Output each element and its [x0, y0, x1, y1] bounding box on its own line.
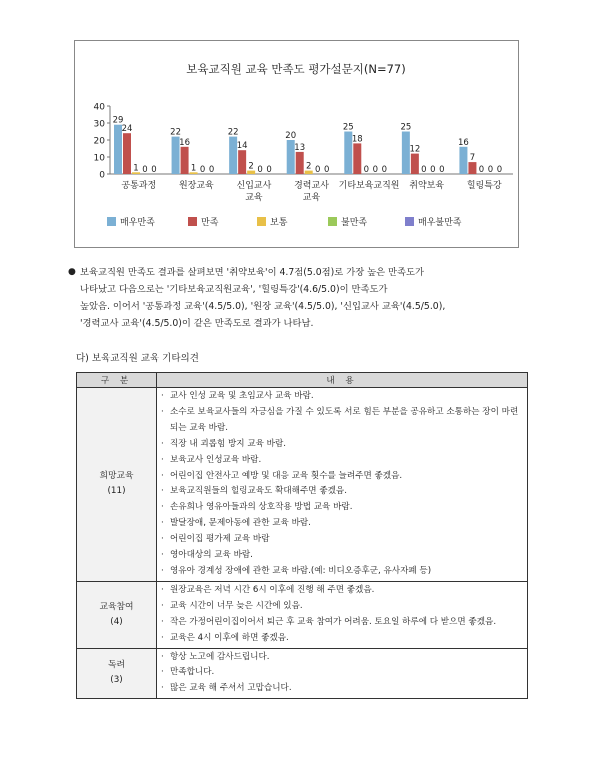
header-content: 내 용 — [157, 373, 528, 388]
list-item-text: 원장교육은 저녁 시간 6시 이후에 진행 해 주면 좋겠음. — [170, 584, 375, 595]
x-tick-label: 기타보육교직원 — [338, 181, 400, 191]
bar — [181, 147, 189, 174]
list-item-text: 교육은 4시 이후에 하면 좋겠음. — [170, 632, 289, 643]
data-label: 22 — [170, 127, 181, 138]
category-cell — [77, 648, 157, 699]
legend-swatch — [188, 217, 197, 226]
list-item — [161, 532, 521, 548]
list-item — [161, 665, 521, 681]
bullet-dot-icon: · — [161, 534, 164, 545]
data-label: 0 — [421, 165, 427, 175]
bullet-dot-icon: · — [161, 486, 164, 497]
data-label: 13 — [294, 142, 306, 153]
data-label: 24 — [121, 124, 133, 135]
x-tick-label: 공통과정 — [121, 181, 157, 191]
y-tick-label: 0 — [99, 170, 105, 181]
bullet-dot-icon: · — [161, 454, 164, 465]
bullet-dot-icon: · — [161, 550, 164, 561]
summary-line: '경력교사 교육'(4.5/5.0)이 같은 만족도로 결과가 나타남. — [80, 318, 314, 329]
list-item-text: 많은 교육 해 주셔서 고맙습니다. — [170, 683, 292, 694]
category-cell — [77, 581, 157, 648]
list-item — [161, 453, 521, 469]
data-label: 20 — [285, 131, 297, 141]
legend-swatch — [328, 217, 337, 226]
bullet-dot-icon: · — [161, 632, 164, 643]
data-label: 2 — [306, 161, 312, 172]
data-label: 0 — [381, 165, 387, 175]
chart-title: 보육교직원 교육 만족도 평가설문지(N=77) — [186, 62, 406, 76]
data-label: 0 — [142, 165, 148, 175]
list-item — [161, 516, 521, 532]
list-item — [161, 469, 521, 485]
list-item-text: 만족합니다. — [170, 667, 215, 678]
y-tick-label: 20 — [93, 136, 105, 147]
opinion-list — [157, 388, 527, 581]
content-cell — [157, 648, 528, 699]
bullet-dot-icon: · — [161, 518, 164, 529]
list-item — [161, 389, 521, 405]
bar — [353, 143, 361, 174]
list-item-text: 발달장애, 문제아동에 관한 교육 바람. — [170, 518, 311, 529]
y-tick-label: 10 — [93, 153, 105, 164]
bar — [468, 162, 476, 174]
category-label: 교육참여 — [99, 601, 134, 612]
legend-label: 매우만족 — [120, 218, 155, 228]
bullet-dot-icon: · — [161, 616, 164, 627]
list-item — [161, 548, 521, 564]
bullet-dot-icon: · — [161, 391, 164, 401]
list-item-text: 보육교직원들의 힐링교육도 확대해주면 좋겠음. — [170, 486, 347, 497]
data-label: 29 — [112, 115, 124, 126]
summary-paragraph — [68, 264, 550, 332]
data-label: 0 — [151, 165, 157, 175]
list-item — [161, 631, 521, 647]
data-label: 12 — [409, 144, 421, 155]
bullet-dot-icon: · — [161, 565, 164, 576]
data-label: 25 — [400, 122, 412, 133]
legend-swatch — [107, 217, 116, 226]
data-label: 25 — [342, 122, 354, 133]
data-label: 0 — [257, 165, 263, 175]
category-count: (11) — [107, 486, 126, 497]
bar — [123, 133, 131, 174]
table-row — [77, 581, 528, 648]
category-label: 희망교육 — [99, 471, 134, 482]
x-tick-label: 신입교사 교육 — [236, 181, 272, 203]
list-item — [161, 500, 521, 516]
legend-label: 매우불만족 — [418, 218, 462, 228]
data-label: 0 — [363, 165, 369, 175]
content-cell — [157, 388, 528, 582]
satisfaction-chart — [74, 40, 519, 248]
list-item — [161, 583, 521, 599]
data-label: 0 — [208, 165, 215, 175]
x-tick-label: 원장교육 — [178, 181, 214, 191]
list-item-text: 보육교사 인성교육 바람. — [170, 454, 262, 465]
bar — [459, 147, 467, 174]
summary-line: 높았음. 이어서 '공통과정 교육'(4.5/5.0), '원장 교육'(4.5/5.0), '신입교사 교육'(4.5/5.0), — [80, 301, 446, 312]
header-category: 구 분 — [77, 373, 157, 388]
data-label: 16 — [179, 137, 190, 148]
data-label: 14 — [236, 141, 248, 152]
data-label: 22 — [227, 127, 239, 138]
list-item — [161, 681, 521, 697]
data-label: 0 — [439, 165, 445, 175]
table-row — [77, 648, 528, 699]
category-count: (4) — [110, 616, 123, 627]
bullet-dot-icon: · — [161, 683, 164, 694]
bullet-dot-icon: · — [161, 600, 164, 611]
list-item-text: 소수로 보육교사들의 자긍심을 가질 수 있도록 서로 힘든 부분을 공유하고 소통하는 장이 마련되는 교육 바람. — [170, 406, 519, 433]
data-label: 0 — [496, 165, 503, 175]
y-tick-label: 30 — [93, 119, 105, 130]
category-label: 독려 — [108, 660, 125, 671]
table-row — [77, 388, 528, 582]
bar — [296, 152, 304, 174]
legend-swatch — [257, 217, 266, 226]
list-item-text: 어린이집 평가제 교육 바람 — [170, 534, 270, 545]
bullet-dot-icon: · — [161, 502, 164, 513]
data-label: 1 — [133, 163, 139, 174]
category-cell — [77, 388, 157, 582]
x-tick-label: 경력교사 교육 — [294, 181, 329, 203]
legend-label: 만족 — [201, 218, 219, 228]
bullet-dot-icon: · — [161, 584, 164, 595]
data-label: 0 — [372, 165, 378, 175]
list-item — [161, 405, 521, 437]
legend-label: 보통 — [270, 218, 288, 228]
list-item — [161, 599, 521, 615]
bullet-dot-icon: · — [161, 406, 164, 417]
list-item-text: 교육 시간이 너무 늦은 시간에 있음. — [170, 600, 303, 611]
chart-canvas — [75, 41, 518, 247]
list-item-text: 교사 인성 교육 및 초임교사 교육 바람. — [170, 391, 314, 401]
legend-label: 불만족 — [341, 218, 368, 228]
section-heading: 다) 보육교직원 교육 기타의견 — [76, 353, 199, 364]
data-label: 7 — [469, 153, 476, 164]
y-tick-label: 40 — [93, 102, 105, 113]
data-label: 16 — [458, 137, 469, 148]
bullet-dot-icon: · — [161, 667, 164, 678]
bullet-dot-icon: · — [161, 438, 164, 449]
bullet-icon: ● — [68, 267, 76, 277]
bar — [238, 150, 246, 174]
summary-line: 보육교직원 만족도 결과를 살펴보면 '취약보육'이 4.7점(5.0점)로 가장 높은 만족도가 — [80, 267, 424, 278]
list-item-text: 영유아 경계성 장애에 관한 교육 바람.(예: 비디오증후군, 유사자폐 등) — [170, 565, 432, 576]
data-label: 18 — [351, 134, 363, 145]
list-item — [161, 484, 521, 500]
table-header-row — [77, 373, 528, 388]
data-label: 0 — [478, 165, 485, 175]
list-item — [161, 615, 521, 631]
bar — [411, 154, 419, 174]
content-cell — [157, 581, 528, 648]
list-item-text: 작은 가정어린이집이어서 퇴근 후 교육 참여가 어려움. 토요일 하루에 다 받으면 좋겠음. — [170, 616, 497, 627]
data-label: 1 — [190, 163, 197, 174]
data-label: 0 — [266, 165, 272, 175]
x-tick-label: 취약보육 — [409, 181, 445, 191]
list-item-text: 손유희나 영유아들과의 상호작용 방법 교육 바람. — [170, 502, 353, 513]
data-label: 0 — [199, 165, 206, 175]
data-label: 0 — [315, 165, 321, 175]
list-item-text: 직장 내 괴롭힘 방지 교육 바람. — [170, 438, 287, 449]
category-count: (3) — [110, 675, 123, 686]
list-item — [161, 650, 521, 666]
opinion-list — [157, 582, 527, 648]
bullet-dot-icon: · — [161, 470, 164, 481]
data-label: 0 — [487, 165, 494, 175]
list-item — [161, 564, 521, 580]
data-label: 0 — [430, 165, 436, 175]
summary-line: 나타났고 다음으로는 '기타보육교직원교육', '힐링특강'(4.6/5.0)이 만족도가 — [80, 284, 388, 295]
data-label: 2 — [248, 161, 254, 172]
x-tick-label: 힐링특강 — [466, 181, 502, 191]
list-item — [161, 437, 521, 453]
list-item-text: 영아대상의 교육 바람. — [170, 550, 253, 561]
list-item-text: 어린이집 안전사고 예방 및 대응 교육 횟수를 늘려주면 좋겠음. — [170, 470, 403, 481]
opinions-table — [76, 372, 528, 699]
bullet-dot-icon: · — [161, 651, 164, 662]
legend-swatch — [405, 217, 414, 226]
data-label: 0 — [324, 165, 330, 175]
opinion-list — [157, 649, 527, 699]
list-item-text: 항상 노고에 감사드립니다. — [170, 651, 270, 662]
